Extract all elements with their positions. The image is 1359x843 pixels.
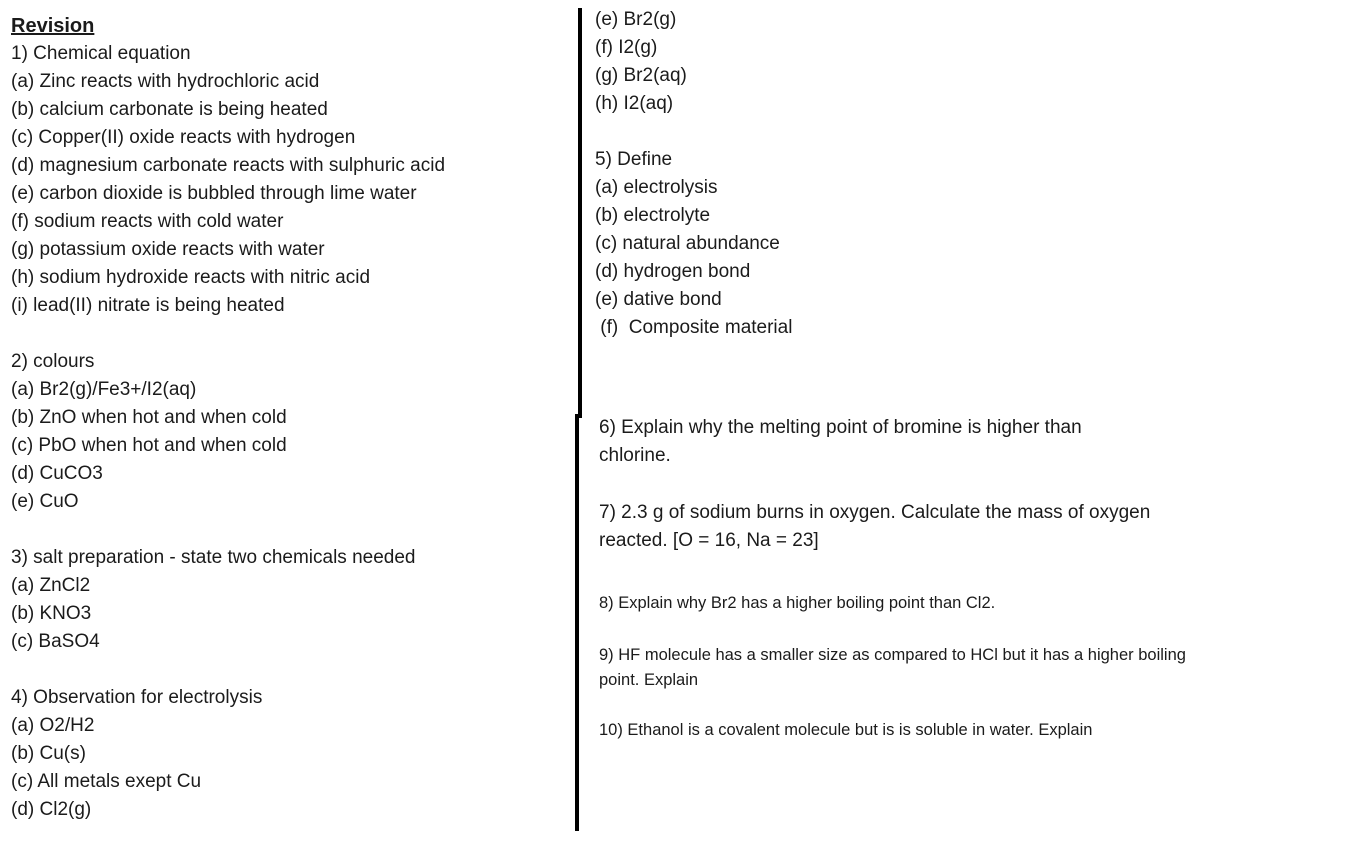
text-line: (e) carbon dioxide is bubbled through lime water	[11, 183, 417, 204]
question-8	[595, 591, 1355, 616]
text-line: 4) Observation for electrolysis	[11, 687, 263, 708]
text-line: (c) Copper(II) oxide reacts with hydrogen	[11, 127, 356, 148]
text-line: (e) CuO	[11, 491, 79, 512]
text-line: (c) All metals exept Cu	[11, 771, 202, 792]
text-line: (b) ZnO when hot and when cold	[11, 407, 287, 428]
text-line: (a) ZnCl2	[11, 575, 91, 596]
column-divider-bottom	[575, 414, 579, 831]
text-line: (d) Cl2(g)	[11, 799, 92, 820]
question-10	[595, 718, 1355, 743]
text-line: (e) dative bond	[595, 289, 722, 310]
text-line: (f) I2(g)	[595, 37, 658, 58]
text-line: reacted. [O = 16, Na = 23]	[599, 530, 819, 551]
text-line: 6) Explain why the melting point of bromine is higher than	[599, 417, 1082, 438]
text-line: (c) natural abundance	[595, 233, 780, 254]
text-line: (c) PbO when hot and when cold	[11, 435, 287, 456]
question-6	[595, 414, 1355, 470]
question-7	[595, 499, 1355, 555]
text-line: 1) Chemical equation	[11, 43, 191, 64]
text-line: 2) colours	[11, 351, 95, 372]
text-line: 10) Ethanol is a covalent molecule but is is soluble in water. Explain	[599, 721, 1093, 739]
text-line: (h) I2(aq)	[595, 93, 674, 114]
section-2-colours	[11, 348, 567, 516]
column-divider-top	[578, 8, 582, 418]
text-line: chlorine.	[599, 445, 671, 466]
text-line: (a) O2/H2	[11, 715, 95, 736]
text-line: (d) CuCO3	[11, 463, 103, 484]
text-line: (g) Br2(aq)	[595, 65, 687, 86]
section-4-electrolysis-observations-continued	[595, 6, 1355, 118]
text-line: 8) Explain why Br2 has a higher boiling point than Cl2.	[599, 594, 996, 612]
text-line: (f) Composite material	[595, 317, 793, 338]
section-5-define	[595, 146, 1355, 342]
right-column	[595, 6, 1355, 743]
text-line: 3) salt preparation - state two chemicals needed	[11, 547, 416, 568]
text-line: (a) electrolysis	[595, 177, 718, 198]
text-line: (b) KNO3	[11, 603, 92, 624]
text-line: (e) Br2(g)	[595, 9, 677, 30]
text-line: (a) Zinc reacts with hydrochloric acid	[11, 71, 320, 92]
text-line: (b) electrolyte	[595, 205, 711, 226]
text-line: 7) 2.3 g of sodium burns in oxygen. Calculate the mass of oxygen	[599, 502, 1151, 523]
text-line: (b) Cu(s)	[11, 743, 86, 764]
text-line: (g) potassium oxide reacts with water	[11, 239, 325, 260]
text-line: (i) lead(II) nitrate is being heated	[11, 295, 285, 316]
text-line: (a) Br2(g)/Fe3+/I2(aq)	[11, 379, 197, 400]
text-line: (f) sodium reacts with cold water	[11, 211, 284, 232]
question-9	[595, 643, 1355, 693]
left-column	[11, 12, 567, 824]
page-title: Revision	[11, 15, 95, 37]
text-line: point. Explain	[599, 671, 699, 689]
text-line: (b) calcium carbonate is being heated	[11, 99, 328, 120]
text-line: (d) hydrogen bond	[595, 261, 751, 282]
section-4-electrolysis-observations	[11, 684, 567, 824]
text-line: 5) Define	[595, 149, 673, 170]
text-line: (c) BaSO4	[11, 631, 100, 652]
text-line: 9) HF molecule has a smaller size as compared to HCl but it has a higher boiling	[599, 646, 1186, 664]
text-line: (h) sodium hydroxide reacts with nitric acid	[11, 267, 371, 288]
text-line: (d) magnesium carbonate reacts with sulphuric acid	[11, 155, 446, 176]
section-3-salt-preparation	[11, 544, 567, 656]
section-1-chemical-equation	[11, 40, 567, 320]
